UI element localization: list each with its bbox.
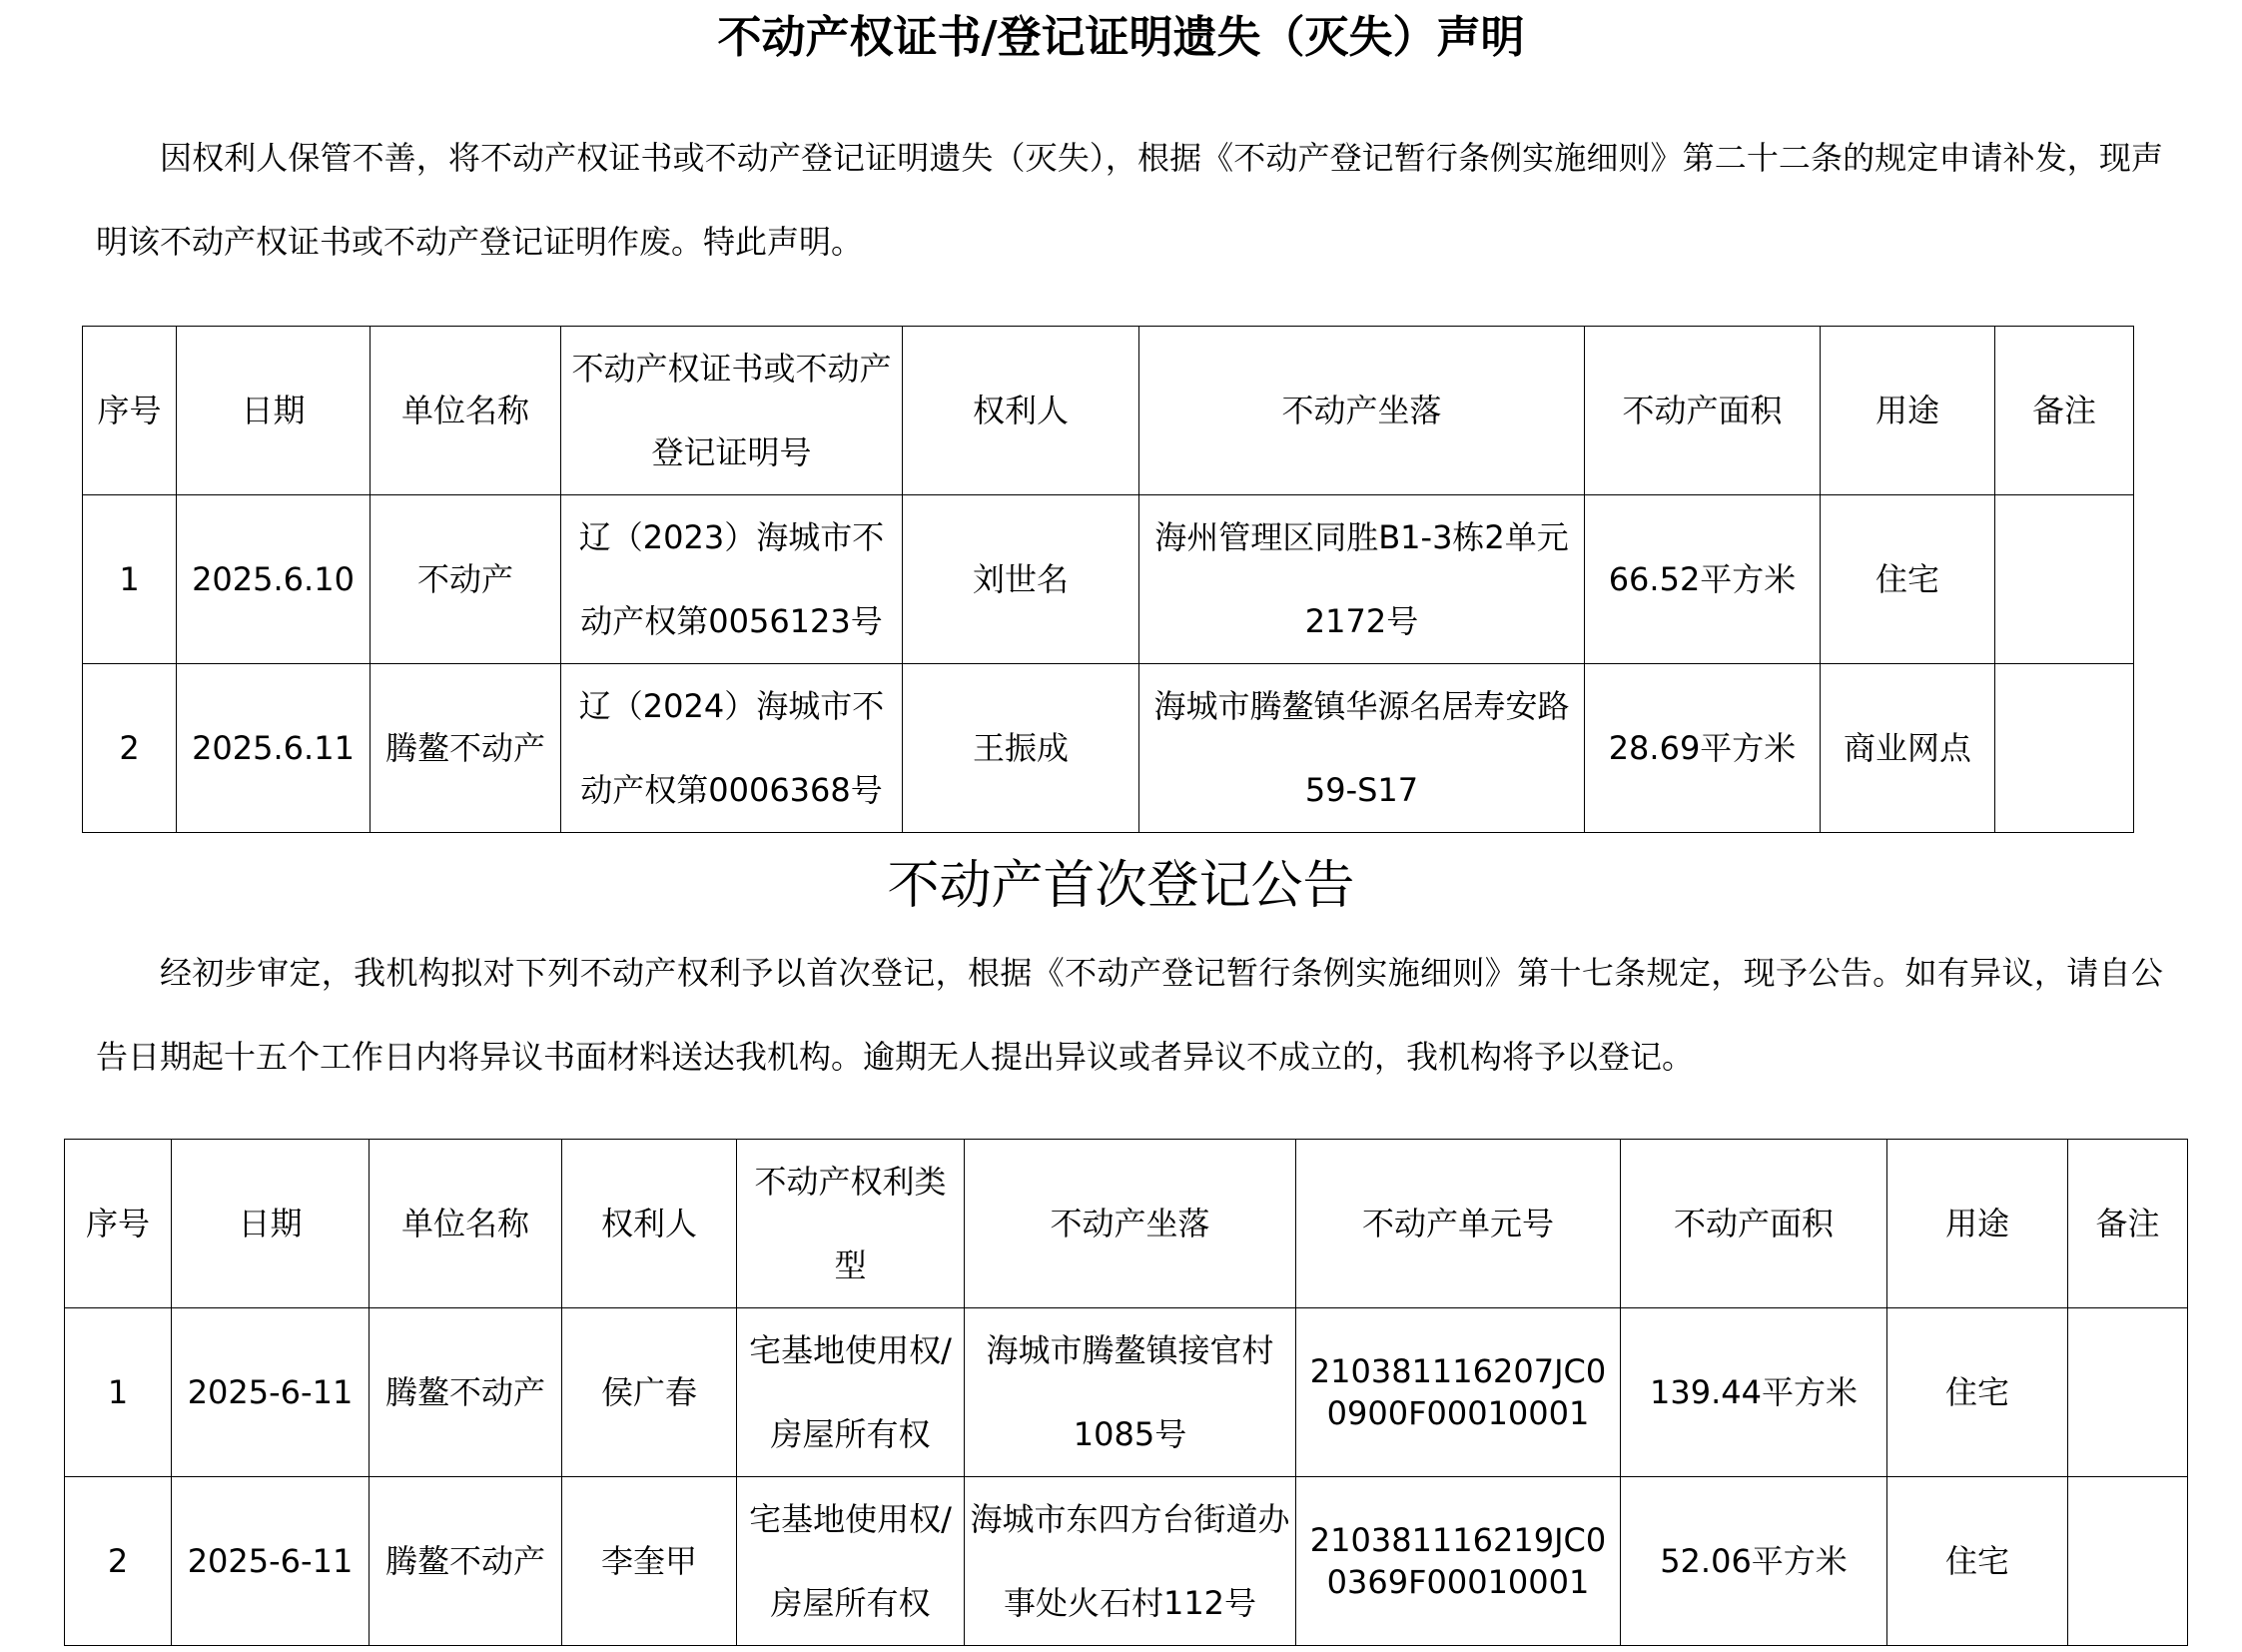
table-header-row <box>65 1140 2188 1308</box>
table-cell: 1 <box>65 1308 172 1477</box>
table-cell: 2 <box>83 664 177 833</box>
table-cell: 海城市腾鳌镇华源名居寿安路59-S17 <box>1139 664 1585 833</box>
table-cell: 宅基地使用权/房屋所有权 <box>737 1477 965 1646</box>
header-cell: 不动产面积 <box>1585 327 1821 495</box>
table-cell: 2025.6.11 <box>177 664 371 833</box>
header-cell: 权利人 <box>562 1140 737 1308</box>
table-cell: 52.06平方米 <box>1621 1477 1887 1646</box>
table-cell: 海城市腾鳌镇接官村1085号 <box>965 1308 1296 1477</box>
table-cell: 28.69平方米 <box>1585 664 1821 833</box>
table-cell: 住宅 <box>1821 495 1995 664</box>
header-cell: 序号 <box>65 1140 172 1308</box>
table-cell: 商业网点 <box>1821 664 1995 833</box>
header-cell: 不动产坐落 <box>1139 327 1585 495</box>
table-row <box>83 495 2134 664</box>
first-registration-table <box>64 1139 2188 1646</box>
header-cell: 序号 <box>83 327 177 495</box>
table-cell: 腾鳌不动产 <box>370 1308 562 1477</box>
table-cell: 腾鳌不动产 <box>371 664 561 833</box>
table-cell: 住宅 <box>1887 1477 2068 1646</box>
header-cell: 不动产坐落 <box>965 1140 1296 1308</box>
header-cell: 日期 <box>172 1140 370 1308</box>
table-cell: 海城市东四方台街道办事处火石村112号 <box>965 1477 1296 1646</box>
table-cell: 139.44平方米 <box>1621 1308 1887 1477</box>
header-cell: 单位名称 <box>370 1140 562 1308</box>
first-registration-paragraph: 经初步审定，我机构拟对下列不动产权利予以首次登记，根据《不动产登记暂行条例实施细则》第十七条规定，现予公告。如有异议，请自公告日期起十五个工作日内将异议书面材料送达我机构。逾期无人提出异议或者异议不成立的，我机构将予以登记。 <box>96 954 2163 1076</box>
header-cell: 日期 <box>177 327 371 495</box>
table-cell: 腾鳌不动产 <box>370 1477 562 1646</box>
header-cell: 不动产权证书或不动产登记证明号 <box>561 327 903 495</box>
table-cell: 刘世名 <box>903 495 1139 664</box>
header-cell: 不动产面积 <box>1621 1140 1887 1308</box>
header-cell: 不动产权利类型 <box>737 1140 965 1308</box>
header-cell: 权利人 <box>903 327 1139 495</box>
header-cell: 备注 <box>2068 1140 2188 1308</box>
header-cell: 单位名称 <box>371 327 561 495</box>
table-cell: 2 <box>65 1477 172 1646</box>
table-cell: 辽（2024）海城市不动产权第0006368号 <box>561 664 903 833</box>
unit-number-cell: 210381116207JC00900F00010001 <box>1296 1308 1621 1477</box>
table-cell <box>1995 664 2134 833</box>
table-cell: 宅基地使用权/房屋所有权 <box>737 1308 965 1477</box>
table-cell: 2025.6.10 <box>177 495 371 664</box>
table-cell: 王振成 <box>903 664 1139 833</box>
table-cell: 住宅 <box>1887 1308 2068 1477</box>
header-cell: 用途 <box>1821 327 1995 495</box>
unit-number-cell: 210381116219JC00369F00010001 <box>1296 1477 1621 1646</box>
table-cell: 66.52平方米 <box>1585 495 1821 664</box>
header-cell: 不动产单元号 <box>1296 1140 1621 1308</box>
table-cell: 1 <box>83 495 177 664</box>
table-cell <box>2068 1308 2188 1477</box>
table-cell: 李奎甲 <box>562 1477 737 1646</box>
table-row <box>65 1308 2188 1477</box>
table-cell <box>1995 495 2134 664</box>
loss-declaration-paragraph: 因权利人保管不善，将不动产权证书或不动产登记证明遗失（灭失），根据《不动产登记暂行条例实施细则》第二十二条的规定申请补发，现声明该不动产权证书或不动产登记证明作废。特此声明。 <box>96 139 2163 261</box>
table-cell: 2025-6-11 <box>172 1308 370 1477</box>
header-cell: 备注 <box>1995 327 2134 495</box>
table-row <box>65 1477 2188 1646</box>
table-cell <box>2068 1477 2188 1646</box>
loss-declaration-table <box>82 326 2134 833</box>
first-registration-title: 不动产首次登记公告 <box>887 856 1355 916</box>
table-cell: 2025-6-11 <box>172 1477 370 1646</box>
table-cell: 不动产 <box>371 495 561 664</box>
table-row <box>83 664 2134 833</box>
header-cell: 用途 <box>1887 1140 2068 1308</box>
table-cell: 海州管理区同胜B1-3栋2单元2172号 <box>1139 495 1585 664</box>
loss-declaration-title: 不动产权证书/登记证明遗失（灭失）声明 <box>717 12 1525 63</box>
table-cell: 侯广春 <box>562 1308 737 1477</box>
table-header-row <box>83 327 2134 495</box>
table-cell: 辽（2023）海城市不动产权第0056123号 <box>561 495 903 664</box>
